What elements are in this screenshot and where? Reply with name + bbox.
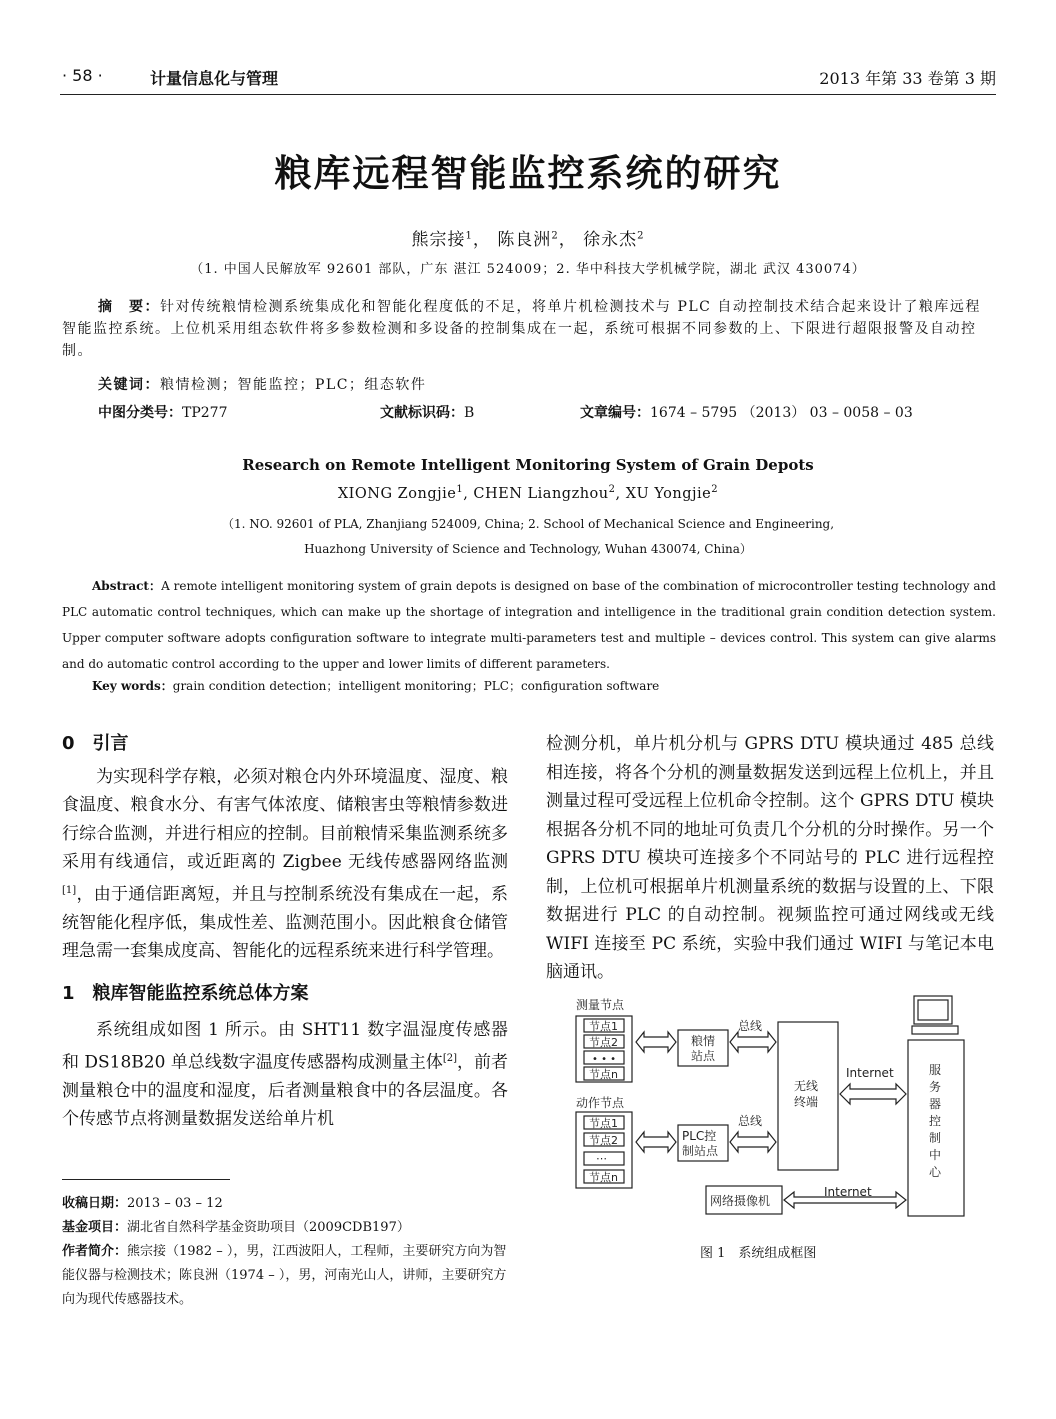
wireless-label-2: 终端	[794, 1095, 819, 1109]
right-column-body: 检测分机，单片机分机与 GPRS DTU 模块通过 485 总线相连接，将各个分机的测量数据发送到远程上位机上，并且测量过程可受远程上位机命令控制。这个 GPRS DTU 模块根据各分机不同的地址可负责几个分机的分时操作。另一个 GPRS DTU 模块可连接多个不同站号的 PLC 进行远程控制，上位机可根据单片机测量系统的数据与设置的上、下限数据进行 PLC 的自动控制。视频监控可通过网线或无线 WIFI 连接至 PC 系统，实验中我们通过 WIFI 与笔记本电脑通讯。	[546, 734, 994, 982]
article-value: 1674 – 5795 （2013） 03 – 0058 – 03	[650, 405, 913, 421]
clc-label: 中图分类号：	[98, 405, 182, 421]
english-keywords	[92, 677, 659, 694]
fund-value: 湖北省自然科学基金资助项目（2009CDB197）	[127, 1220, 410, 1235]
received-label: 收稿日期：	[62, 1196, 128, 1211]
double-arrow-icon	[730, 1132, 776, 1152]
body-text: 为实现科学存粮，必须对粮仓内外环境温度、湿度、粮食温度、粮食水分、有害气体浓度、储粮害虫等粮情参数进行综合监测，并进行相应的控制。目前粮情采集监测系统多采用有线通信，或近距离的 Zigbee 无线传感器网络监测	[62, 766, 508, 872]
measure-node-n: 节点n	[589, 1068, 618, 1081]
body-text: ，由于通信距离短，并且与控制系统没有集成在一起，系统智能化程序低，集成性差、监测范围小。因此粮食仓储管理急需一套集成度高、智能化的远程系统来进行科学管理。	[62, 884, 508, 962]
en-author-aff: 1	[456, 484, 464, 495]
english-authors: XIONG Zongjie$^1$, CHEN Liangzhou$^2$, XU Yongjie$^2$	[337, 484, 719, 502]
double-arrow-icon	[840, 1084, 906, 1104]
doc-label: 文献标识码：	[380, 405, 464, 421]
article-number	[580, 402, 913, 422]
action-node-2: 节点2	[589, 1134, 618, 1147]
monitor-screen	[918, 1000, 948, 1020]
server-char: 中	[929, 1148, 942, 1162]
action-group-label: 动作节点	[576, 1096, 625, 1110]
clc-value: TP277	[182, 405, 228, 421]
server-char: 控	[929, 1114, 942, 1128]
server-char: 心	[929, 1165, 942, 1179]
author-list: 熊宗接$^1$， 陈良洲$^2$， 徐永杰$^2$	[411, 230, 645, 250]
double-arrow-icon	[636, 1132, 676, 1152]
footnote-rule	[62, 1179, 230, 1180]
english-affiliation-line: （1. NO. 92601 of PLA, Zhanjiang 524009, China; 2. School of Mechanical Science and Engineering,	[221, 517, 835, 531]
article-label: 文章编号：	[580, 405, 650, 421]
clc-number	[98, 402, 227, 422]
keywords-cn	[98, 374, 426, 396]
author-bio	[62, 1240, 508, 1312]
author-bio-text: 熊宗接（1982 – ），男，江西波阳人，工程师，主要研究方向为智能仪器与检测技术；陈良洲（1974 – ），男，河南光山人，讲师，主要研究方向为现代传感器技术。	[62, 1244, 507, 1307]
author-aff: 2	[637, 230, 645, 242]
double-arrow-icon	[636, 1032, 676, 1052]
plc-station-label-1: PLC控	[682, 1129, 717, 1143]
system-block-diagram	[570, 992, 970, 1222]
abstract-text: 针对传统粮情检测系统集成化和智能化程度低的不足，将单片机检测技术与 PLC 自动控制技术结合起来设计了粮库远程智能监控系统。上位机采用组态软件将多参数检测和多设备的控制集成在一起，系统可根据不同参数的上、下限进行超限报警及自动控制。	[62, 299, 981, 359]
author-bio-label: 作者简介：	[62, 1244, 128, 1259]
internet-label-2: Internet	[824, 1185, 872, 1199]
server-char: 服	[929, 1063, 942, 1077]
abstract-label: 摘 要：	[98, 299, 160, 315]
author-aff: 2	[551, 230, 559, 242]
received-value: 2013 – 03 – 12	[127, 1196, 223, 1211]
section-0-body	[62, 763, 508, 966]
server-char: 器	[929, 1097, 942, 1111]
en-author-name: CHEN Liangzhou	[473, 485, 609, 502]
grain-station-label-1: 粮情	[691, 1034, 716, 1048]
author-aff: 1	[465, 230, 473, 242]
footnotes	[62, 1192, 508, 1312]
doc-code	[380, 402, 474, 422]
action-node-1: 节点1	[589, 1117, 618, 1130]
page-number: · 58 ·	[62, 66, 103, 85]
en-author-name: XU Yongjie	[625, 485, 712, 502]
en-abstract-text: A remote intelligent monitoring system of grain depots is designed on base of the combination of microcontroller testing technology and PLC automatic control techniques, which can make up the shortage of integration and intelligence in the traditional grain condition detection system. Upper computer software adopts configuration software to integrate multi-parameters test and multiple – devices control. This system can give alarms and do automatic control according to the upper and lower limits of different parameters.	[62, 579, 996, 671]
fund-info	[62, 1216, 508, 1240]
body-text: ，前者测量粮仓中的温度和湿度，后者测量粮食中的各层温度。各个传感节点将测量数据发送给单片机	[62, 1052, 509, 1130]
english-abstract	[62, 573, 996, 677]
section-0-heading: 0 引言	[62, 733, 129, 754]
citation: [2]	[442, 1052, 458, 1064]
en-author-aff: 2	[711, 484, 719, 495]
right-column	[546, 730, 994, 987]
en-author-aff: 2	[608, 484, 616, 495]
grain-station-label-2: 站点	[691, 1049, 716, 1063]
en-author-name: XIONG Zongjie	[337, 485, 457, 502]
issue-info: 2013 年第 33 卷第 3 期	[819, 69, 996, 88]
author-name: 陈良洲	[497, 230, 552, 250]
action-node-dots: ⋯	[596, 1152, 607, 1165]
action-node-n: 节点n	[589, 1171, 618, 1184]
en-abstract-label: Abstract：	[92, 579, 162, 593]
bus-label-2: 总线	[738, 1114, 763, 1128]
fund-label: 基金项目：	[62, 1220, 128, 1235]
english-title: Research on Remote Intelligent Monitoring System of Grain Depots	[242, 456, 814, 474]
keyboard-icon	[912, 1026, 958, 1034]
section-1-heading: 1 粮库智能监控系统总体方案	[62, 982, 309, 1004]
wireless-label-1: 无线	[794, 1079, 819, 1093]
doc-value: B	[464, 405, 475, 421]
citation: [1]	[62, 884, 77, 896]
internet-label-1: Internet	[846, 1066, 894, 1080]
affiliations-cn: （1. 中国人民解放军 92601 部队，广东 湛江 524009；2. 华中科技大学机械学院，湖北 武汉 430074）	[190, 262, 866, 277]
body-text: 系统组成如图 1 所示。由 SHT11 数字温湿度传感器和 DS18B20 单总线数字温度传感器构成测量主体	[62, 1020, 508, 1073]
abstract-cn	[62, 296, 996, 362]
author-name: 熊宗接	[411, 230, 466, 250]
author-name: 徐永杰	[583, 230, 638, 250]
en-keywords-text: grain condition detection；intelligent monitoring；PLC；configuration software	[172, 679, 660, 693]
en-keywords-label: Key words：	[92, 679, 173, 693]
header-rule	[60, 94, 996, 95]
section-1-body	[62, 1016, 508, 1134]
received-date	[62, 1192, 508, 1216]
bus-label-1: 总线	[738, 1019, 763, 1033]
measure-group-label: 测量节点	[576, 998, 625, 1012]
plc-station-label-2: 制站点	[682, 1144, 719, 1158]
keywords-text: 粮情检测；智能监控；PLC；组态软件	[160, 377, 427, 393]
measure-node-2: 节点2	[589, 1036, 618, 1049]
double-arrow-icon	[730, 1032, 776, 1052]
measure-node-dots: • • •	[592, 1054, 617, 1065]
server-char: 务	[929, 1080, 942, 1094]
left-column	[62, 730, 508, 1134]
figure-caption: 图 1 系统组成框图	[700, 1246, 817, 1261]
journal-name: 计量信息化与管理	[150, 69, 279, 88]
server-char: 制	[929, 1131, 942, 1145]
camera-label: 网络摄像机	[710, 1194, 771, 1208]
keywords-label: 关键词：	[98, 377, 160, 393]
paper-title: 粮库远程智能监控系统的研究	[274, 152, 782, 195]
english-affiliation-line: Huazhong University of Science and Technology, Wuhan 430074, China）	[304, 542, 752, 556]
measure-node-1: 节点1	[589, 1020, 618, 1033]
